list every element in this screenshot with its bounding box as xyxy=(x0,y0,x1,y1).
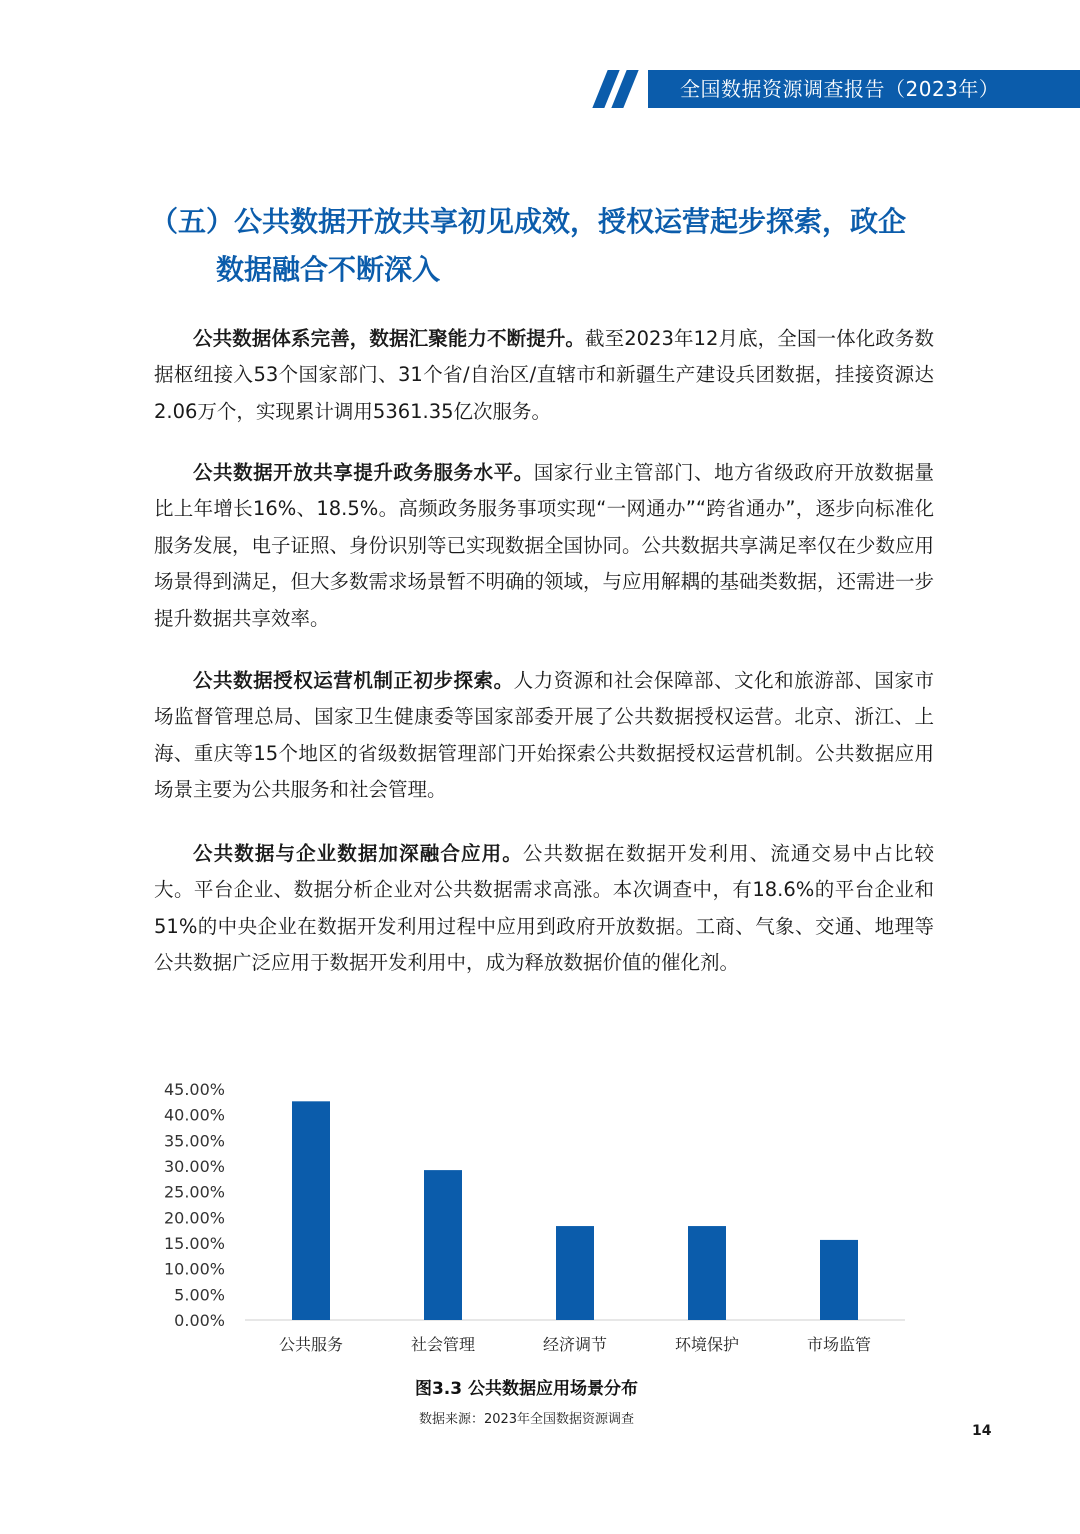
y-tick-label: 30.00% xyxy=(163,1157,225,1176)
bar xyxy=(556,1226,594,1320)
section-title xyxy=(150,198,950,294)
y-tick-label: 45.00% xyxy=(163,1080,225,1099)
paragraph-lead: 公共数据体系完善，数据汇聚能力不断提升。 xyxy=(193,327,586,350)
paragraph-body: 公共数据在数据开发利用、流通交易中占比较大。平台企业、数据分析企业对公共数据需求高涨。本次调查中，有18.6%的平台企业和51%的中央企业在数据开发利用过程中应用到政府开放数据。工商、气象、交通、地理等公共数据广泛应用于数据开发利用中，成为释放数据价值的催化剂。 xyxy=(154,842,934,975)
y-tick-label: 0.00% xyxy=(174,1311,225,1330)
paragraph-body: 人力资源和社会保障部、文化和旅游部、国家市场监督管理总局、国家卫生健康委等国家部委开展了公共数据授权运营。北京、浙江、上海、重庆等15个地区的省级数据管理部门开始探索公共数据授权运营机制。公共数据应用场景主要为公共服务和社会管理。 xyxy=(154,669,934,802)
y-tick-label: 35.00% xyxy=(163,1131,225,1151)
bar xyxy=(688,1226,726,1320)
x-tick-label: 市场监管 xyxy=(806,1335,872,1354)
y-tick-label: 10.00% xyxy=(163,1259,225,1279)
x-tick-label: 社会管理 xyxy=(410,1335,476,1354)
page-number: 14 xyxy=(972,1423,992,1439)
x-tick-label: 公共服务 xyxy=(278,1335,344,1354)
y-tick-label: 25.00% xyxy=(163,1182,225,1202)
paragraph xyxy=(154,321,934,430)
y-tick-label: 40.00% xyxy=(163,1105,225,1125)
section-title-line2: 数据融合不断深入 xyxy=(216,253,441,286)
x-tick-label: 环境保护 xyxy=(674,1335,740,1354)
figure-source: 数据来源：2023年全国数据资源调查 xyxy=(418,1412,635,1427)
y-tick-label: 15.00% xyxy=(163,1234,225,1253)
y-tick-label: 5.00% xyxy=(174,1285,225,1305)
bar xyxy=(424,1170,462,1320)
y-tick-label: 20.00% xyxy=(163,1208,225,1228)
paragraph xyxy=(154,455,934,637)
figure-caption: 图3.3 公共数据应用场景分布 xyxy=(414,1379,639,1399)
bar-chart xyxy=(150,1075,930,1375)
paragraph-lead: 公共数据授权运营机制正初步探索。 xyxy=(193,669,514,692)
bar xyxy=(292,1101,330,1320)
section-title-line1: （五）公共数据开放共享初见成效，授权运营起步探索，政企 xyxy=(150,205,907,238)
report-title: 全国数据资源调查报告（2023年） xyxy=(680,77,1000,101)
paragraph xyxy=(154,836,934,982)
paragraph-lead: 公共数据与企业数据加深融合应用。 xyxy=(193,842,523,865)
bar xyxy=(820,1240,858,1320)
paragraph-body: 国家行业主管部门、地方省级政府开放数据量比上年增长16%、18.5%。高频政务服务事项实现“一网通办”“跨省通办”，逐步向标准化服务发展，电子证照、身份识别等已实现数据全国协同。公共数据共享满足率仅在少数应用场景得到满足，但大多数需求场景暂不明确的领域，与应用解耦的基础类数据，还需进一步提升数据共享效率。 xyxy=(154,461,935,630)
paragraph xyxy=(154,663,934,809)
x-tick-label: 经济调节 xyxy=(542,1335,608,1354)
paragraph-lead: 公共数据开放共享提升政务服务水平。 xyxy=(193,461,534,484)
paragraph-body: 截至2023年12月底，全国一体化政务数据枢纽接入53个国家部门、31个省/自治区/直辖市和新疆生产建设兵团数据，挂接资源达2.06万个，实现累计调用5361.35亿次服务。 xyxy=(154,327,934,423)
